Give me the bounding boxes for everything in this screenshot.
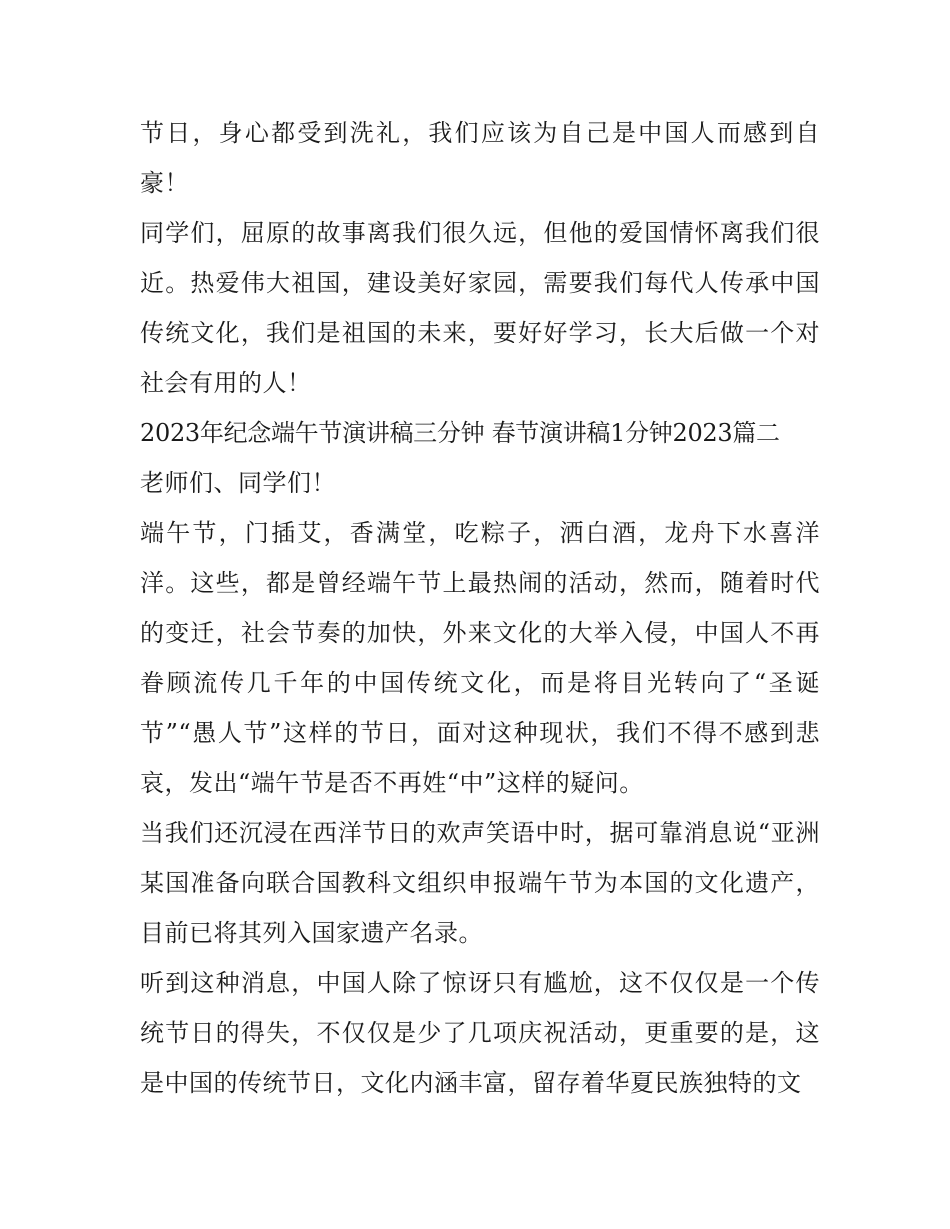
paragraph-qu-yuan: 同学们，屈原的故事离我们很久远，但他的爱国情怀离我们很近。热爱伟大祖国，建设美好家园，需要我们每代人传承中国传统文化，我们是祖国的未来，要好好学习，长大后做一个对社会有用的人！ (140, 219, 820, 397)
speech-title: 2023年纪念端午节演讲稿三分钟 春节演讲稿1分钟2023篇二 (140, 419, 780, 447)
document-body (140, 108, 820, 1108)
paragraph-dragon-boat-customs: 端午节，门插艾，香满堂，吃粽子，洒白酒，龙舟下水喜洋洋。这些，都是曾经端午节上最热闹的活动，然而，随着时代的变迁，社会节奏的加快，外来文化的大举入侵，中国人不再眷顾流传几千年的中国传统文化，而是将目光转向了“圣诞节”“愚人节”这样的节日，面对这种现状，我们不得不感到悲哀，发出“端午节是否不再姓“中”这样的疑问。 (140, 519, 820, 797)
greeting: 老师们、同学们！ (140, 469, 336, 497)
paragraph-reaction: 听到这种消息，中国人除了惊讶只有尴尬，这不仅仅是一个传统节日的得失，不仅仅是少了几项庆祝活动，更重要的是，这是中国的传统节日，文化内涵丰富，留存着华夏民族独特的文 (140, 969, 820, 1097)
paragraph-pride-conclusion: 节日，身心都受到洗礼，我们应该为自己是中国人而感到自豪！ (140, 119, 820, 197)
paragraph-heritage-news: 当我们还沉浸在西洋节日的欢声笑语中时，据可靠消息说“亚洲某国准备向联合国教科文组织申报端午节为本国的文化遗产，目前已将其列入国家遗产名录。 (140, 819, 820, 947)
